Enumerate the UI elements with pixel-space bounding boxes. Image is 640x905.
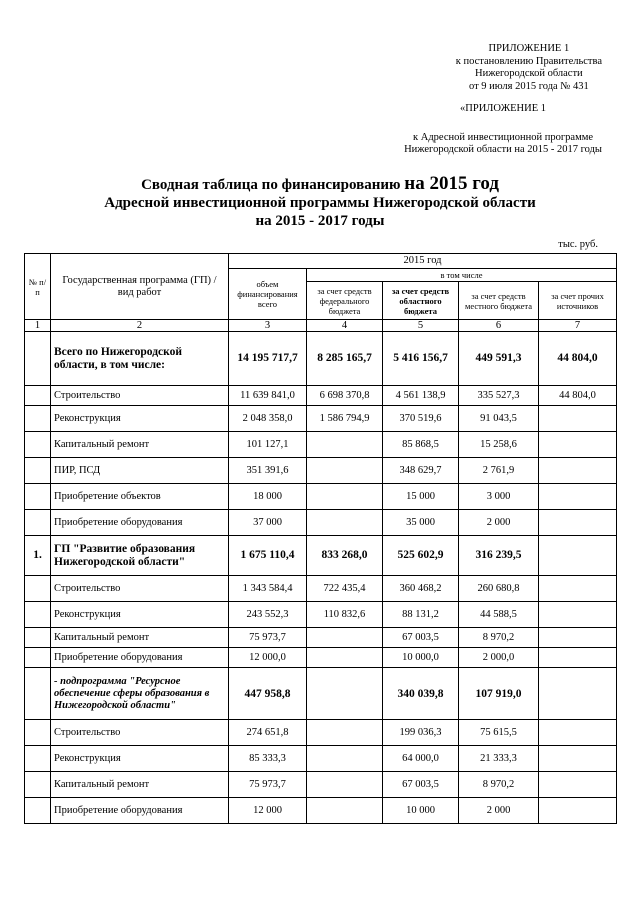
col-header-incl: в том числе [307,269,617,282]
value-cell [539,432,617,458]
row-number [25,458,51,484]
value-cell: 449 591,3 [459,332,539,386]
value-cell: 360 468,2 [383,576,459,602]
value-cell: 75 973,7 [229,772,307,798]
title-year: на 2015 год [404,173,499,194]
value-cell: 8 285 165,7 [307,332,383,386]
value-cell: 15 258,6 [459,432,539,458]
header-line: к постановлению Правительства [455,55,602,67]
value-cell: 6 698 370,8 [307,386,383,406]
value-cell: 18 000 [229,484,307,510]
table-row [25,772,617,798]
value-cell: 37 000 [229,510,307,536]
title-line: на 2015 - 2017 годы [255,213,385,229]
value-cell: 2 048 358,0 [229,406,307,432]
value-cell: 525 602,9 [383,536,459,576]
table-row [25,536,617,576]
col-header-total: объем финансирования всего [229,269,307,320]
row-name: Приобретение оборудования [51,648,229,668]
value-cell: 4 561 138,9 [383,386,459,406]
value-cell: 2 761,9 [459,458,539,484]
value-cell: 75 973,7 [229,628,307,648]
value-cell [539,458,617,484]
appendix-header [456,43,602,93]
value-cell: 274 651,8 [229,720,307,746]
col-header-name: Государственная программа (ГП) / вид работ [51,254,229,320]
row-number: 1. [25,536,51,576]
value-cell: 3 000 [459,484,539,510]
units-label: тыс. руб. [558,239,598,250]
value-cell: 67 003,5 [383,628,459,648]
index-cell: 7 [539,320,617,332]
value-cell [307,720,383,746]
row-number [25,484,51,510]
row-name: - подпрограмма "Ресурсное обеспечение сферы образования в Нижегородской области" [51,668,229,720]
row-name: Строительство [51,720,229,746]
row-name: Всего по Нижегородской области, в том числе: [51,332,229,386]
header-line: от 9 июля 2015 года № 431 [468,80,589,92]
title-part: Сводная таблица по финансированию [141,177,405,193]
value-cell: 64 000,0 [383,746,459,772]
row-name: Капитальный ремонт [51,772,229,798]
value-cell: 75 615,5 [459,720,539,746]
row-number [25,628,51,648]
row-name: Приобретение оборудования [51,510,229,536]
table-row [25,484,617,510]
value-cell: 85 868,5 [383,432,459,458]
header-line: Нижегородской области на 2015 - 2017 годы [404,144,602,155]
row-name: ПИР, ПСД [51,458,229,484]
value-cell: 340 039,8 [383,668,459,720]
value-cell [307,510,383,536]
value-cell: 199 036,3 [383,720,459,746]
value-cell: 101 127,1 [229,432,307,458]
table-row [25,602,617,628]
value-cell: 833 268,0 [307,536,383,576]
column-index-row [25,320,617,332]
value-cell [539,484,617,510]
value-cell: 2 000,0 [459,648,539,668]
value-cell: 11 639 841,0 [229,386,307,406]
value-cell: 44 804,0 [539,332,617,386]
table-row [25,720,617,746]
value-cell [539,798,617,824]
value-cell: 316 239,5 [459,536,539,576]
row-number [25,602,51,628]
index-cell: 5 [383,320,459,332]
value-cell: 348 629,7 [383,458,459,484]
value-cell [307,648,383,668]
row-name: Приобретение оборудования [51,798,229,824]
table-row [25,648,617,668]
value-cell [307,668,383,720]
table-row [25,458,617,484]
index-cell: 1 [25,320,51,332]
value-cell [539,536,617,576]
value-cell: 351 391,6 [229,458,307,484]
col-header-fed: за счет средств федерального бюджета [307,282,383,320]
col-header-year: 2015 год [229,254,617,269]
row-number [25,386,51,406]
index-cell: 6 [459,320,539,332]
value-cell [539,668,617,720]
value-cell [307,628,383,648]
value-cell: 243 552,3 [229,602,307,628]
row-number [25,798,51,824]
value-cell: 10 000,0 [383,648,459,668]
header-line: к Адресной инвестиционной программе [413,131,594,143]
value-cell: 88 131,2 [383,602,459,628]
value-cell: 14 195 717,7 [229,332,307,386]
value-cell: 21 333,3 [459,746,539,772]
table-row [25,576,617,602]
value-cell [307,798,383,824]
value-cell: 2 000 [459,510,539,536]
value-cell [539,746,617,772]
table-row [25,406,617,432]
value-cell: 8 970,2 [459,772,539,798]
value-cell: 85 333,3 [229,746,307,772]
value-cell: 15 000 [383,484,459,510]
value-cell [307,484,383,510]
value-cell: 44 588,5 [459,602,539,628]
row-name: Капитальный ремонт [51,432,229,458]
header-line: ПРИЛОЖЕНИЕ 1 [488,43,570,54]
col-header-reg: за счет средств областного бюджета [383,282,459,320]
value-cell: 44 804,0 [539,386,617,406]
value-cell [539,576,617,602]
row-number [25,510,51,536]
table-row [25,798,617,824]
value-cell: 12 000 [229,798,307,824]
value-cell: 1 675 110,4 [229,536,307,576]
value-cell: 5 416 156,7 [383,332,459,386]
row-name: Строительство [51,386,229,406]
row-name: Реконструкция [51,602,229,628]
value-cell: 10 000 [383,798,459,824]
value-cell: 722 435,4 [307,576,383,602]
value-cell [307,746,383,772]
row-name: Строительство [51,576,229,602]
row-name: Капитальный ремонт [51,628,229,648]
value-cell: 110 832,6 [307,602,383,628]
value-cell: 335 527,3 [459,386,539,406]
row-number [25,720,51,746]
col-header-loc: за счет средств местного бюджета [459,282,539,320]
value-cell: 107 919,0 [459,668,539,720]
value-cell: 260 680,8 [459,576,539,602]
document-title [0,175,640,230]
value-cell [539,406,617,432]
value-cell: 1 586 794,9 [307,406,383,432]
value-cell: 2 000 [459,798,539,824]
table-row [25,628,617,648]
table-row [25,332,617,386]
table-row [25,432,617,458]
value-cell [307,772,383,798]
row-number [25,668,51,720]
appendix-subheader [404,103,602,157]
row-number [25,332,51,386]
row-number [25,576,51,602]
value-cell [539,628,617,648]
row-number [25,406,51,432]
value-cell: 35 000 [383,510,459,536]
value-cell: 8 970,2 [459,628,539,648]
table-row [25,668,617,720]
table-row [25,510,617,536]
value-cell: 1 343 584,4 [229,576,307,602]
title-line: Адресной инвестиционной программы Нижегородской области [104,195,536,211]
row-name: Реконструкция [51,746,229,772]
index-cell: 2 [51,320,229,332]
index-cell: 3 [229,320,307,332]
value-cell [307,458,383,484]
index-cell: 4 [307,320,383,332]
value-cell [539,510,617,536]
header-line: Нижегородской области [475,68,583,79]
row-number [25,432,51,458]
value-cell [539,648,617,668]
col-header-num: № п/п [25,254,51,320]
value-cell [539,720,617,746]
row-name: Приобретение объектов [51,484,229,510]
table-body [25,320,617,824]
value-cell: 91 043,5 [459,406,539,432]
table-row [25,386,617,406]
value-cell: 67 003,5 [383,772,459,798]
value-cell: 447 958,8 [229,668,307,720]
table-row [25,746,617,772]
row-name: Реконструкция [51,406,229,432]
value-cell: 370 519,6 [383,406,459,432]
value-cell: 12 000,0 [229,648,307,668]
value-cell [539,602,617,628]
value-cell [307,432,383,458]
header-quote: «ПРИЛОЖЕНИЕ 1 [460,103,547,114]
row-number [25,772,51,798]
row-name: ГП "Развитие образования Нижегородской области" [51,536,229,576]
col-header-oth: за счет прочих источников [539,282,617,320]
financing-table [24,253,617,824]
row-number [25,648,51,668]
value-cell [539,772,617,798]
row-number [25,746,51,772]
